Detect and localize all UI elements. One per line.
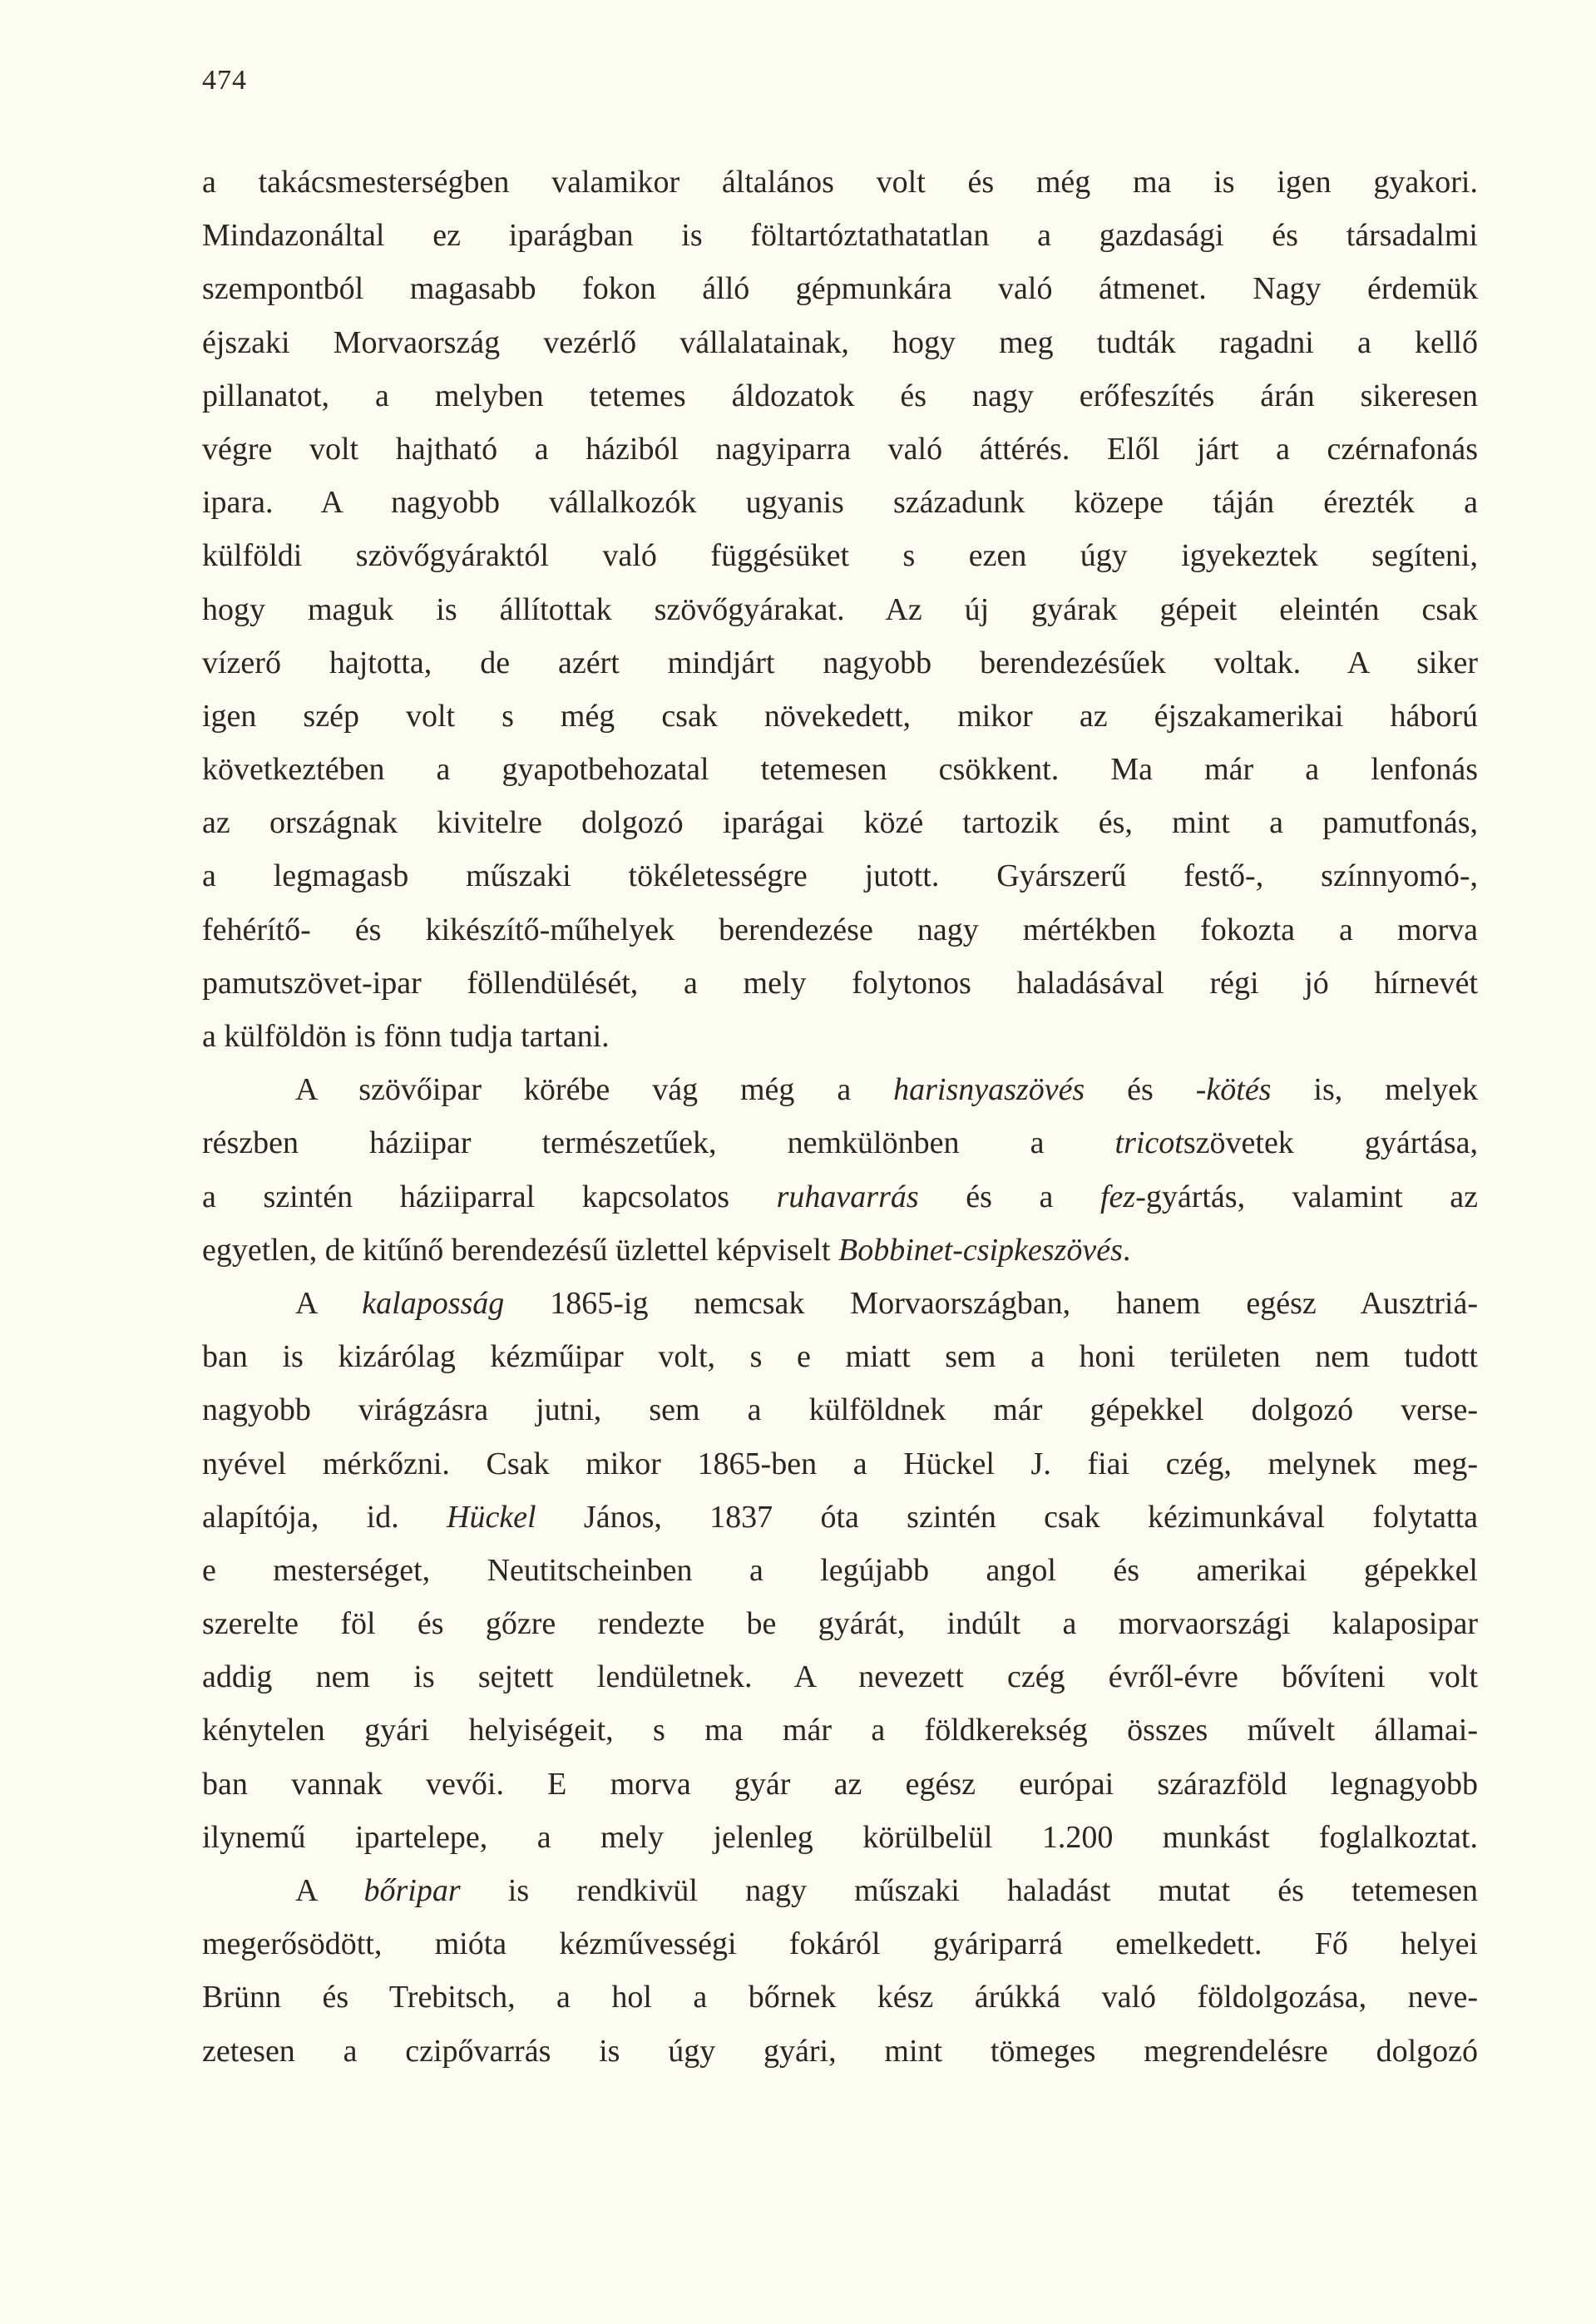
- text-segment: egyetlen, de kitűnő berendezésű üzlettel képviselt: [202, 1232, 838, 1268]
- text-line: [202, 1544, 1478, 1597]
- italic-term: fez: [1099, 1179, 1136, 1214]
- text-line: [202, 209, 1478, 262]
- text-line: [202, 1330, 1478, 1383]
- text-segment: igen szép volt s még csak növekedett, mikor az éjszakamerikai háború: [202, 698, 1478, 734]
- text-segment: zetesen a czipővarrás is úgy gyári, mint tömeges megrendelésre dolgozó: [202, 2033, 1478, 2069]
- text-segment: nyével mérkőzni. Csak mikor 1865-ben a Hückel J. fiai czég, melynek meg-: [202, 1446, 1478, 1481]
- page-number: 474: [202, 65, 247, 96]
- text-line: [202, 1437, 1478, 1491]
- text-line: [202, 262, 1478, 315]
- text-segment: megerősödött, mióta kézművességi fokáról gyáriparrá emelkedett. Fő helyei: [202, 1926, 1478, 1962]
- text-line: [202, 1010, 1478, 1063]
- text-segment: ban is kizárólag kézműipar volt, s e miatt sem a honi területen nem tudott: [202, 1339, 1478, 1375]
- text-line: [202, 1864, 1478, 1917]
- text-line: [202, 1970, 1478, 2024]
- text-segment: ban vannak vevői. E morva gyár az egész európai szárazföld legnagyobb: [202, 1766, 1478, 1802]
- text-line: [202, 1650, 1478, 1703]
- text-segment: János, 1837 óta szintén csak kézimunkával folytatta: [536, 1499, 1479, 1535]
- text-segment: és: [1085, 1072, 1196, 1108]
- italic-term: ruhavarrás: [776, 1179, 919, 1214]
- text-segment: is, melyek: [1271, 1072, 1478, 1108]
- text-segment: a szintén háziiparral kapcsolatos: [202, 1179, 777, 1214]
- text-line: [202, 743, 1478, 796]
- text-segment: éjszaki Morvaország vezérlő vállalatainak, hogy meg tudták ragadni a kellő: [202, 324, 1478, 360]
- text-segment: pamutszövet-ipar föllendülését, a mely folytonos haladásával régi jó hírnevét: [202, 965, 1478, 1001]
- text-segment: a takácsmesterségben valamikor általános volt és még ma is igen gyakori.: [202, 165, 1478, 200]
- text-segment: A szövőipar körébe vág még a: [295, 1072, 894, 1108]
- text-segment: A: [295, 1873, 364, 1908]
- text-segment: hogy maguk is állítottak szövőgyárakat. Az új gyárak gépeit eleintén csak: [202, 591, 1478, 627]
- italic-term: tricot: [1114, 1125, 1183, 1161]
- text-segment: a külföldön is fönn tudja tartani.: [202, 1019, 610, 1054]
- text-segment: ipara. A nagyobb vállalkozók ugyanis századunk közepe táján érezték a: [202, 485, 1478, 521]
- text-segment: Brünn és Trebitsch, a hol a bőrnek kész árúkká való földolgozása, neve-: [202, 1980, 1478, 2015]
- text-segment: szerelte föl és gőzre rendezte be gyárát, indúlt a morvaországi kalaposipar: [202, 1606, 1478, 1642]
- text-segment: részben háziipar természetűek, nemkülönben a: [202, 1125, 1115, 1161]
- text-line: [202, 423, 1478, 476]
- italic-term: kalaposság: [362, 1285, 505, 1321]
- italic-term: bőripar: [363, 1873, 461, 1908]
- text-line: [202, 1597, 1478, 1650]
- text-line: [202, 316, 1478, 369]
- text-segment: alapítója, id.: [202, 1499, 447, 1535]
- text-line: [202, 1224, 1478, 1277]
- text-line: [202, 529, 1478, 582]
- text-line: [202, 1703, 1478, 1757]
- text-line: [202, 1491, 1478, 1544]
- text-line: [202, 476, 1478, 529]
- text-line: [202, 796, 1478, 849]
- italic-term: Hückel: [447, 1499, 536, 1535]
- text-line: [202, 1063, 1478, 1116]
- text-segment: ilynemű ipartelepe, a mely jelenleg körülbelül 1.200 munkást foglalkoztat.: [202, 1819, 1478, 1855]
- italic-term: Bobbinet-csipkeszövés: [838, 1232, 1123, 1268]
- text-segment: Mindazonáltal ez iparágban is föltartóztathatatlan a gazdasági és társadalmi: [202, 218, 1478, 254]
- text-line: [202, 849, 1478, 902]
- italic-term: -kötés: [1195, 1072, 1272, 1108]
- text-segment: szempontból magasabb fokon álló gépmunkára való átmenet. Nagy érdemük: [202, 271, 1478, 307]
- text-segment: A: [295, 1285, 363, 1321]
- text-segment: addig nem is sejtett lendületnek. A nevezett czég évről-évre bővíteni volt: [202, 1659, 1478, 1695]
- text-line: [202, 957, 1478, 1010]
- text-line: [202, 583, 1478, 636]
- text-line: [202, 1758, 1478, 1811]
- text-segment: az országnak kivitelre dolgozó iparágai közé tartozik és, mint a pamutfonás,: [202, 805, 1478, 841]
- text-segment: végre volt hajtható a háziból nagyiparra való áttérés. Elől járt a czérnafonás: [202, 431, 1478, 467]
- text-segment: pillanatot, a melyben tetemes áldozatok és nagy erőfeszítés árán sikeresen: [202, 378, 1478, 413]
- text-segment: kénytelen gyári helyiségeit, s ma már a földkerekség összes művelt államai-: [202, 1713, 1478, 1748]
- text-segment: fehérítő- és kikészítő-műhelyek berendezése nagy mértékben fokozta a morva: [202, 912, 1478, 947]
- text-segment: nagyobb virágzásra jutni, sem a külföldnek már gépekkel dolgozó verse-: [202, 1392, 1478, 1428]
- text-line: [202, 1811, 1478, 1864]
- text-line: [202, 636, 1478, 690]
- text-line: [202, 903, 1478, 957]
- text-line: [202, 156, 1478, 209]
- text-segment: következtében a gyapotbehozatal tetemesen csökkent. Ma már a lenfonás: [202, 752, 1478, 788]
- text-segment: és a: [918, 1179, 1100, 1214]
- text-segment: külföldi szövőgyáraktól való függésüket s ezen úgy igyekeztek segíteni,: [202, 538, 1478, 574]
- text-line: [202, 369, 1478, 423]
- italic-term: harisnyaszövés: [893, 1072, 1085, 1108]
- text-segment: vízerő hajtotta, de azért mindjárt nagyobb berendezésűek voltak. A siker: [202, 645, 1478, 680]
- text-line: [202, 1383, 1478, 1436]
- body-text: [202, 156, 1478, 2078]
- text-segment: is rendkivül nagy műszaki haladást mutat és tetemesen: [460, 1873, 1478, 1908]
- text-line: [202, 1277, 1478, 1330]
- text-segment: e mesterséget, Neutitscheinben a legújabb angol és amerikai gépekkel: [202, 1552, 1478, 1588]
- text-segment: szövetek gyártása,: [1183, 1125, 1478, 1161]
- text-segment: -gyártás, valamint az: [1135, 1179, 1478, 1214]
- text-line: [202, 1116, 1478, 1169]
- text-segment: 1865-ig nemcsak Morvaországban, hanem egész Ausztriá-: [504, 1285, 1478, 1321]
- text-segment: a legmagasb műszaki tökéletességre jutott. Gyárszerű festő-, színnyomó-,: [202, 858, 1478, 894]
- text-segment: .: [1122, 1232, 1131, 1268]
- text-line: [202, 690, 1478, 743]
- text-line: [202, 1170, 1478, 1224]
- text-line: [202, 2025, 1478, 2078]
- text-line: [202, 1917, 1478, 1970]
